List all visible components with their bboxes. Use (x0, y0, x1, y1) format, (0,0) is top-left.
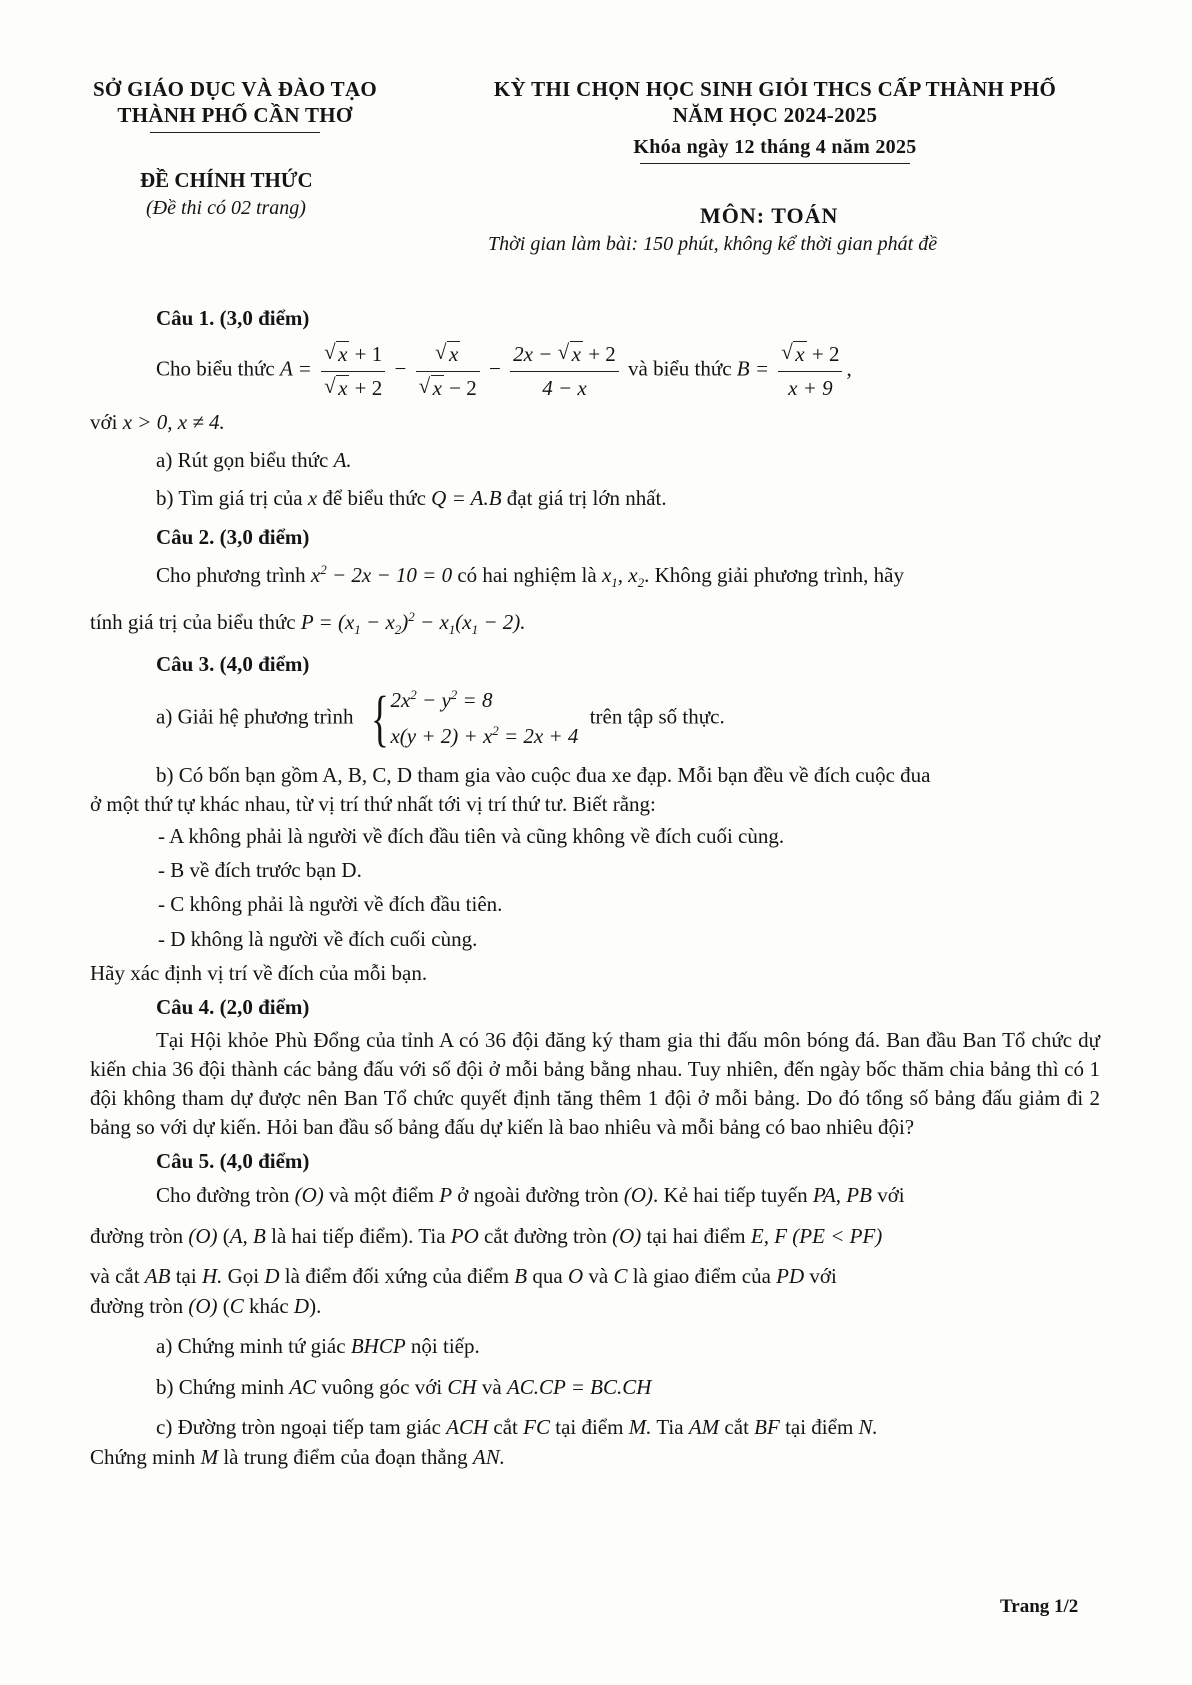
q1-part-b: b) Tìm giá trị của x để biểu thức Q = A.B đạt giá trị lớn nhất. (156, 486, 667, 511)
q2-line-1: Cho phương trình $x^2 - 2x - 10 = 0$ có hai nghiệm là $x_1$, $x_2$. Không giải phương trình, hãy (156, 561, 904, 590)
q4-title: Câu 4. (2,0 điểm) (156, 995, 310, 1019)
q2-title: Câu 2. (3,0 điểm) (156, 524, 310, 549)
exam-body (90, 305, 1100, 1470)
q4-text: Tại Hội khỏe Phù Đổng của tỉnh A có 36 đội đăng ký tham gia thi đấu môn bóng đá. Ban đầu Ban Tổ chức dự kiến chia 36 đội thành các bảng đấu với số đội ở mỗi bảng bằng nhau. Tuy nhiên, đến ngày bốc thăm chia bảng thì có 1 đội không tham dự được nên Ban Tổ chức quyết định tăng thêm 1 đội ở mỗi bảng. Do đó tổng số bảng đấu giảm đi 2 bảng so với dự kiến. Hỏi ban đầu số bảng đấu dự kiến là bao nhiêu và mỗi bảng có bao nhiêu đội? (90, 1028, 1100, 1140)
q3-part-b-2: ở một thứ tự khác nhau, từ vị trí thứ nhất tới vị trí thứ tư. Biết rằng: (90, 791, 656, 816)
q5-title: Câu 5. (4,0 điểm) (156, 1149, 310, 1174)
official-label: ĐỀ CHÍNH THỨC (140, 168, 313, 192)
q5-part-b: b) Chứng minh AC vuông góc với CH và AC.CP = BC.CH (156, 1374, 652, 1399)
q5-part-c-2: Chứng minh M là trung điểm của đoạn thẳng AN. (90, 1445, 505, 1470)
issuer-line-2: THÀNH PHỐ CẦN THƠ (117, 103, 353, 128)
fraction-b: √ $\frac{x + 2}{x + 9}$ (778, 341, 842, 401)
fraction-2: √ x √ x − 2 (416, 341, 480, 401)
page-number: Trang 1/2 (1000, 1596, 1079, 1617)
q1-part-a: a) Rút gọn biểu thức A. (156, 448, 352, 472)
q3-ask: Hãy xác định vị trí về đích của mỗi bạn. (90, 960, 428, 985)
fraction-1: √ x + 1 √ x + 2 (321, 341, 385, 401)
q3-clue-2: - B về đích trước bạn D. (158, 858, 362, 882)
equation-system: { $2x^2 - y^2 = 8$ $x(y + 2) + x^2 = 2x + 4$ (370, 684, 579, 753)
q5-part-c: c) Đường tròn ngoại tiếp tam giác ACH cắt FC tại điểm M. Tia AM cắt BF tại điểm N. (156, 1414, 878, 1439)
q5-para-3: và cắt AB tại H. Gọi D là điểm đối xứng của điểm B qua O và C là giao điểm của PD với (90, 1263, 837, 1288)
fraction-3: $\frac{2x - √ x + 2}{4 - x}$ (510, 341, 619, 401)
exam-title-block (420, 76, 1130, 164)
q3-title: Câu 3. (4,0 điểm) (156, 651, 310, 676)
q3-clue-1: - A không phải là người về đích đầu tiên và cũng không về đích cuối cùng. (158, 823, 785, 848)
q5-para-1: Cho đường tròn (O) và một điểm P ở ngoài đường tròn (O). Kẻ hai tiếp tuyến PA, PB với (156, 1183, 905, 1208)
pages-note: (Đề thi có 02 trang) (146, 197, 306, 219)
q3-part-b-1: b) Có bốn bạn gồm A, B, C, D tham gia vào cuộc đua xe đạp. Mỗi bạn đều về đích cuộc đua (156, 763, 931, 788)
date-underline (640, 163, 910, 165)
q5-para-2: đường tròn (O) (A, B là hai tiếp điểm). Tia PO cắt đường tròn (O) tại hai điểm E, F (PE < PF) (90, 1223, 883, 1248)
q1-title: Câu 1. (3,0 điểm) (156, 306, 310, 330)
q3-clue-4: - D không là người về đích cuối cùng. (158, 926, 478, 951)
school-year: NĂM HỌC 2024-2025 (672, 103, 878, 128)
issuer-block (70, 76, 400, 133)
exam-date: Khóa ngày 12 tháng 4 năm 2025 (633, 135, 917, 158)
issuer-line-1: SỞ GIÁO DỤC VÀ ĐÀO TẠO (92, 77, 378, 101)
issuer-underline (150, 132, 320, 134)
q5-para-4: đường tròn (O) (C khác D). (90, 1294, 322, 1319)
q2-line-2: tính giá trị của biểu thức $P = (x_1 - x_2)^2 - x_1(x_1 - 2)$. (90, 609, 526, 638)
q3-part-a: a) Giải hệ phương trình { $2x^2 - y^2 = 8$ $x(y + 2) + x^2 = 2x + 4$ trên tập số thực. (156, 684, 725, 753)
subject: MÔN: TOÁN (700, 203, 839, 228)
time-allowed: Thời gian làm bài: 150 phút, không kể thời gian phát đề (488, 233, 938, 255)
q1-expression: Cho biểu thức A = √ x + 1 √ x + 2 − √ x √ x − 2 − $\frac{2x - √ x + 2}{4 - x}$ và biểu thức B = √ $\frac{x + 2}{x + 9}$ , (90, 341, 1100, 401)
q5-part-a: a) Chứng minh tứ giác BHCP nội tiếp. (156, 1334, 480, 1359)
q1-condition: với x > 0, x ≠ 4. (90, 409, 225, 434)
exam-title: KỲ THI CHỌN HỌC SINH GIỎI THCS CẤP THÀNH PHỐ (493, 77, 1057, 101)
q3-clue-3: - C không phải là người về đích đầu tiên. (158, 892, 503, 917)
